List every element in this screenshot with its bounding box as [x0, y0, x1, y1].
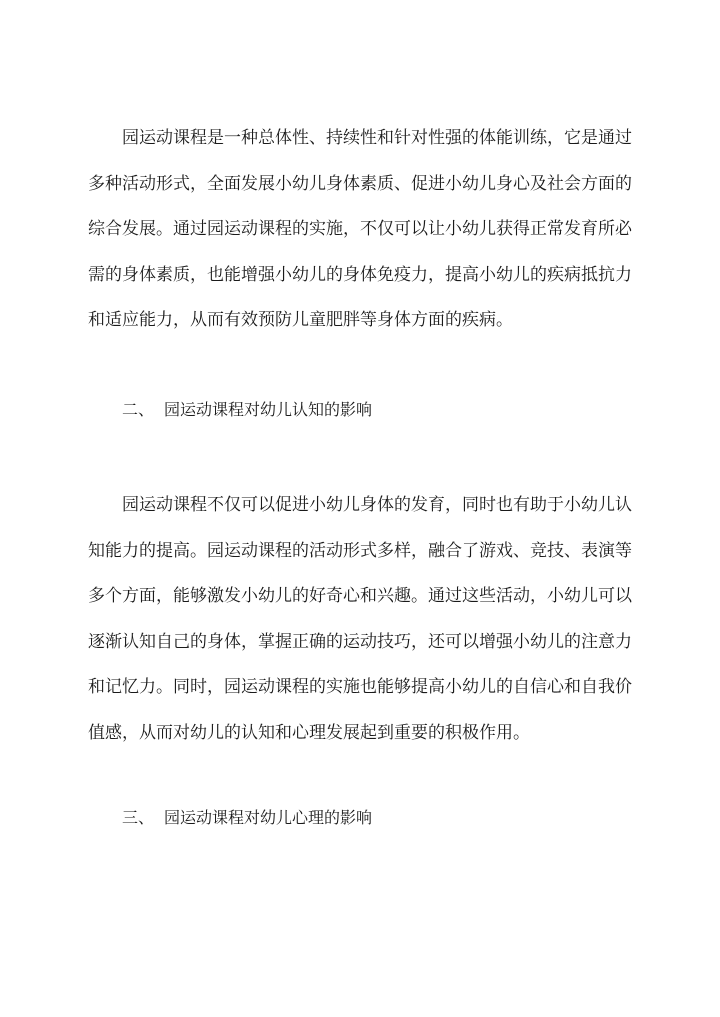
section-number: 二、: [122, 400, 155, 419]
section-heading-cognition: [122, 398, 372, 422]
paragraph-line: 需的身体素质，也能增强小幼儿的身体免疫力，提高小幼儿的疾病抵抗力: [88, 264, 632, 285]
section-title: 园运动课程对幼儿心理的影响: [164, 808, 373, 827]
section-heading-psychology: [122, 806, 372, 830]
paragraph-line: 园运动课程不仅可以促进小幼儿身体的发育，同时也有助于小幼儿认: [122, 495, 632, 515]
section-number: 三、: [122, 808, 155, 827]
paragraph-physical-benefits: [88, 116, 632, 344]
paragraph-line: 和适应能力，从而有效预防儿童肥胖等身体方面的疾病。: [88, 310, 513, 330]
paragraph-line: 和记忆力。同时，园运动课程的实施也能够提高小幼儿的自信心和自我价: [88, 677, 632, 697]
paragraph-cognition: [88, 483, 632, 756]
paragraph-line: 园运动课程是一种总体性、持续性和针对性强的体能训练，它是通过: [122, 128, 632, 148]
paragraph-line: 多种活动形式，全面发展小幼儿身体素质、促进小幼儿身心及社会方面的: [88, 173, 632, 194]
paragraph-line: 综合发展。通过园运动课程的实施，不仅可以让小幼儿获得正常发育所必: [88, 219, 632, 239]
paragraph-line: 知能力的提高。园运动课程的活动形式多样，融合了游戏、竞技、表演等: [88, 540, 632, 561]
paragraph-line: 值感，从而对幼儿的认知和心理发展起到重要的积极作用。: [88, 722, 530, 743]
paragraph-line: 逐渐认知自己的身体，掌握正确的运动技巧，还可以增强小幼儿的注意力: [88, 631, 632, 652]
paragraph-line: 多个方面，能够激发小幼儿的好奇心和兴趣。通过这些活动，小幼儿可以: [88, 586, 632, 606]
section-title: 园运动课程对幼儿认知的影响: [164, 400, 373, 419]
